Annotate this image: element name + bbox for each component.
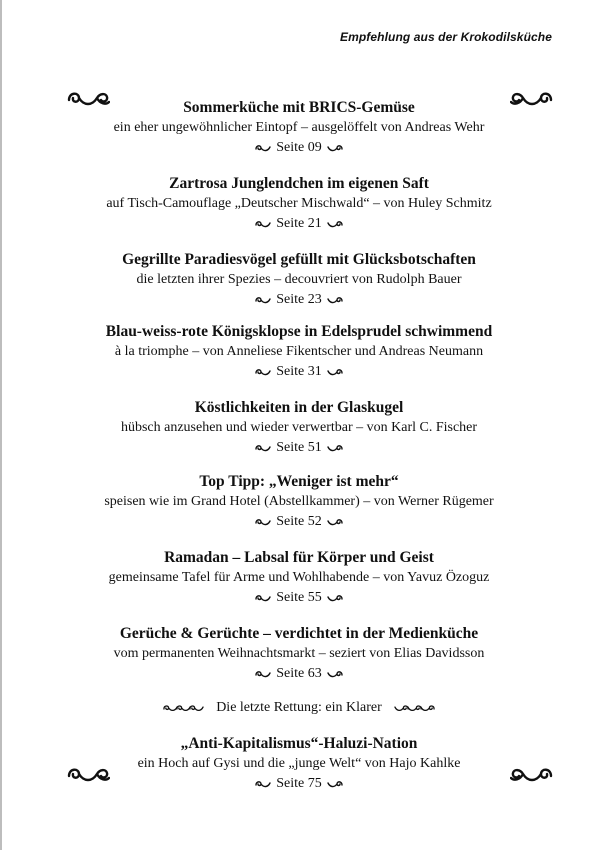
small-swirl-icon [255,670,271,678]
small-swirl-icon [255,780,271,788]
entry-title: Blau-weiss-rote Königsklopse in Edelsprudel schwimmend [105,323,493,340]
entry-page-ref[interactable] [255,512,343,532]
entry-page-ref[interactable] [255,214,343,234]
entry-subtitle: die letzten ihrer Spezies – decouvriert von Rudolph Bauer [136,272,462,287]
entry-page-number: Seite 09 [276,140,322,155]
entry-page-number: Seite 51 [276,440,322,455]
entry-subtitle: speisen wie im Grand Hotel (Abstellkammer) – von Werner Rügemer [104,494,494,509]
entry-subtitle: auf Tisch-Camouflage „Deutscher Mischwald“ – von Huley Schmitz [106,196,492,211]
small-swirl-icon [327,780,343,788]
entry-subtitle: à la triomphe – von Anneliese Fikentscher und Andreas Neumann [114,344,484,359]
small-swirl-icon [255,518,271,526]
entry-subtitle: gemeinsame Tafel für Arme und Wohlhabende – von Yavuz Özoguz [108,570,490,585]
small-swirl-icon [327,144,343,152]
entry-page-ref[interactable] [255,774,343,794]
entry-page-ref[interactable] [255,290,343,310]
toc-entry [0,548,598,608]
small-swirl-icon [420,704,435,712]
swirl-row-left [164,698,203,718]
entry-page-number: Seite 23 [276,292,322,307]
small-swirl-icon [255,368,271,376]
entry-page-ref[interactable] [255,438,343,458]
small-swirl-icon [327,220,343,228]
small-swirl-icon [255,444,271,452]
toc-entry [0,250,598,310]
entry-title: Zartrosa Junglendchen im eigenen Saft [169,175,429,192]
entry-subtitle: vom permanenten Weihnachtsmarkt – seziert von Elias Davidsson [113,646,485,661]
entry-subtitle: ein eher ungewöhnlicher Eintopf – ausgelöffelt von Andreas Wehr [113,120,485,135]
small-swirl-icon [255,594,271,602]
toc-entry-final [0,734,598,794]
entry-title: Gegrillte Paradiesvögel gefüllt mit Glücksbotschaften [122,251,476,268]
entry-subtitle: hübsch anzusehen und wieder verwertbar – von Karl C. Fischer [120,420,478,435]
entry-page-ref[interactable] [255,138,343,158]
swirl-row-right [395,698,434,718]
small-swirl-icon [327,594,343,602]
page-header: Empfehlung aus der Krokodilsküche [339,30,552,44]
entry-title: Ramadan – Labsal für Körper und Geist [164,549,434,566]
toc-entry [0,472,598,532]
small-swirl-icon [327,368,343,376]
entry-page-number: Seite 21 [276,216,322,231]
entry-page-ref[interactable] [255,362,343,382]
interlude-text: Die letzte Rettung: ein Klarer [216,700,382,716]
small-swirl-icon [255,144,271,152]
entry-title: Köstlichkeiten in der Glaskugel [194,399,404,416]
toc-entry [0,174,598,234]
small-swirl-icon [327,444,343,452]
toc-entry [0,98,598,158]
toc-entry [0,398,598,458]
entry-page-ref[interactable] [255,664,343,684]
toc-entry [0,322,598,382]
entry-page-number: Seite 52 [276,514,322,529]
entry-page-number: Seite 63 [276,666,322,681]
entry-page-ref[interactable] [255,588,343,608]
interlude-line [0,698,598,718]
small-swirl-icon [189,704,204,712]
small-swirl-icon [327,518,343,526]
small-swirl-icon [255,296,271,304]
entry-title: Sommerküche mit BRICS-Gemüse [183,99,415,116]
small-swirl-icon [327,670,343,678]
entry-title: „Anti-Kapitalismus“-Haluzi-Nation [180,735,418,752]
entry-page-number: Seite 75 [276,776,322,791]
small-swirl-icon [327,296,343,304]
entry-page-number: Seite 55 [276,590,322,605]
entry-title: Top Tipp: „Weniger ist mehr“ [199,473,399,490]
small-swirl-icon [255,220,271,228]
toc-entry [0,624,598,684]
entry-subtitle: ein Hoch auf Gysi und die „junge Welt“ von Hajo Kahlke [137,756,461,771]
entry-title: Gerüche & Gerüchte – verdichtet in der Medienküche [119,625,479,642]
entry-page-number: Seite 31 [276,364,322,379]
